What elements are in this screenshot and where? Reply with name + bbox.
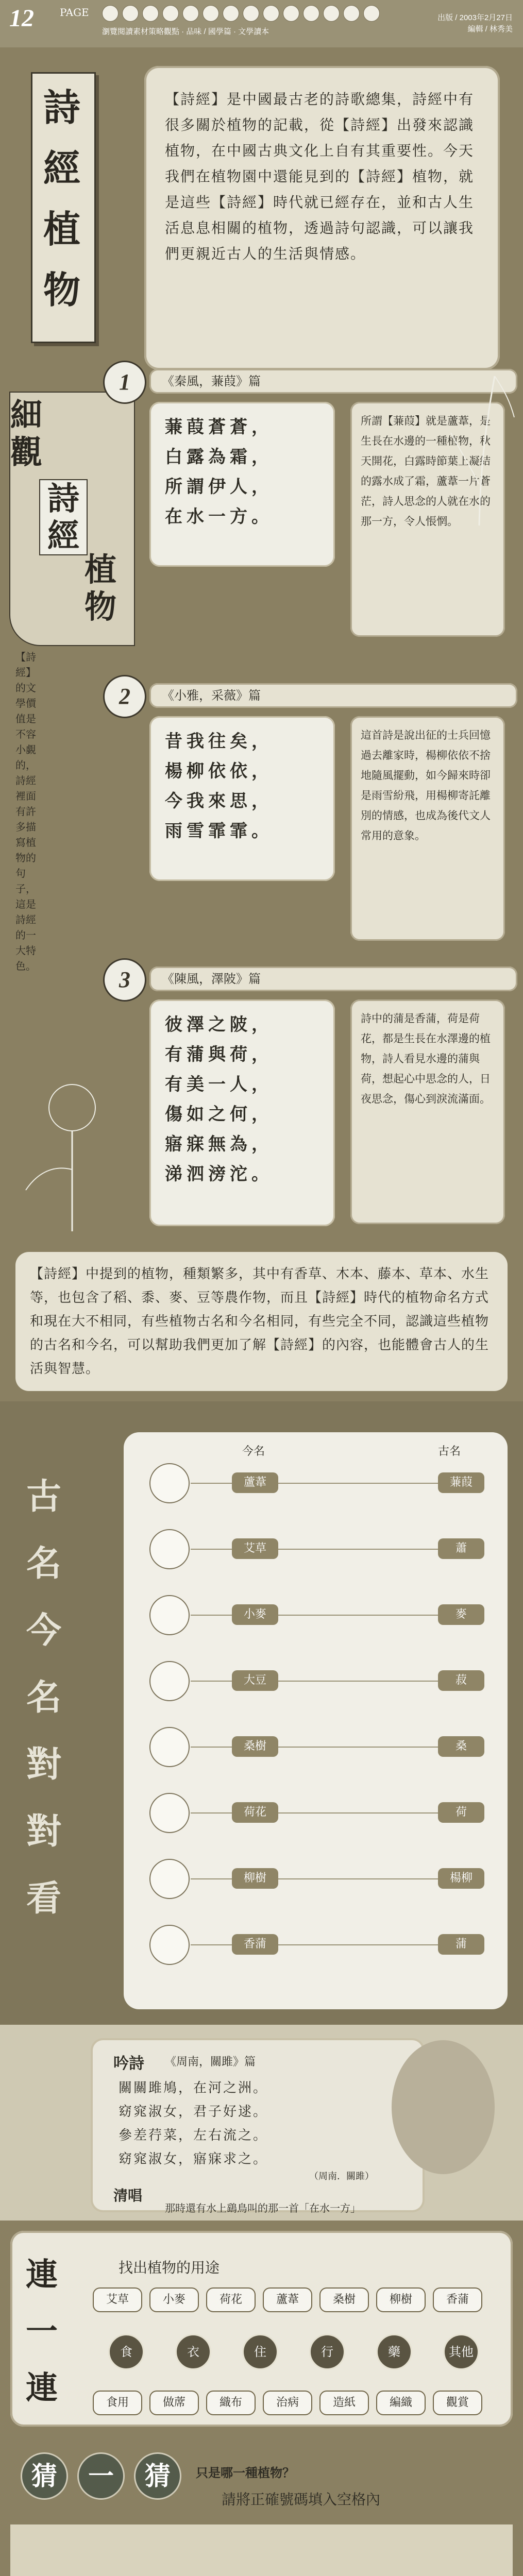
intro-text: 【詩經】是中國最古老的詩歌總集，詩經中有很多關於植物的記載，從【詩經】出發來認識植物，在中國古典文化上自有其重要性。今天我們在植物園中還能見到的【詩經】植物，就是這些【詩經】時代就已經存在，並和古人生活息息相關的植物，透過詩句認識，可以讓我們更親近古人的生活與情感。 — [165, 91, 475, 262]
dot — [323, 5, 340, 22]
poem-line: 有蒲與荷， — [165, 1044, 273, 1065]
names-panel — [124, 1432, 508, 2009]
section2-title-char: 今 — [26, 1610, 61, 1651]
dot — [243, 5, 259, 22]
poem-line: 彼澤之陂， — [165, 1014, 273, 1035]
connect-plant-pill[interactable]: 桑樹 — [319, 2287, 369, 2312]
dot — [263, 5, 279, 22]
example-number-badge: 2 — [103, 675, 146, 718]
plant-icon — [149, 1859, 190, 1899]
poem-line: 傷如之何， — [165, 1104, 273, 1125]
row-divider — [191, 1681, 459, 1682]
name-row — [129, 1529, 500, 1570]
guess-panel — [10, 2524, 513, 2576]
section3-title — [26, 2246, 72, 2416]
publish-date: 出版 / 2003年2月27日 — [437, 13, 513, 22]
modern-name[interactable]: 柳樹 — [232, 1868, 278, 1889]
poem-line: 關關雎鳩，在河之洲。 — [119, 2080, 268, 2096]
example-note: 這首詩是說出征的士兵回憶過去離家時，楊柳依依不捨地隨風擺動，如今歸來時卻是雨雪紛飛，用楊柳寄託離別的情感，也成為後代文人常用的意象。 — [350, 716, 505, 941]
section2-title-char: 名 — [26, 1677, 61, 1718]
plant-icon — [149, 1793, 190, 1833]
connect-bottom-row — [93, 2391, 482, 2415]
connect-use-dot[interactable]: 其他 — [443, 2334, 479, 2370]
connect-use-pill[interactable]: 觀賞 — [433, 2391, 482, 2415]
name-row — [129, 1463, 500, 1504]
section1-title-char: 詩 — [47, 480, 79, 517]
modern-name[interactable]: 大豆 — [232, 1670, 278, 1691]
modern-name[interactable]: 艾草 — [232, 1538, 278, 1559]
sing-text: 那時還有水上鷂鳥叫的那一首「在水一方」 — [165, 2202, 361, 2214]
plant-icon — [149, 1727, 190, 1767]
modern-name[interactable]: 桑樹 — [232, 1736, 278, 1757]
dot — [223, 5, 239, 22]
connect-plant-pill[interactable]: 荷花 — [206, 2287, 256, 2312]
row-divider — [191, 1615, 459, 1616]
main-title-char: 植 — [43, 207, 80, 251]
poem-line: 寤寐無為， — [165, 1134, 273, 1155]
connect-plant-pill[interactable]: 蘆葦 — [263, 2287, 312, 2312]
page-label: PAGE — [60, 6, 89, 19]
connect-plant-pill[interactable]: 柳樹 — [376, 2287, 426, 2312]
dot — [363, 5, 380, 22]
section1-side-note: 【詩經】的文學價值是不容小覷的，詩經裡面有許多描寫植物的句子，這是詩經的一大特色。 — [15, 651, 36, 972]
dot — [162, 5, 179, 22]
main-title-char: 物 — [43, 268, 80, 312]
connect-top-row — [93, 2287, 482, 2312]
connect-use-dot[interactable]: 住 — [242, 2334, 278, 2370]
connect-plant-pill[interactable]: 小麥 — [149, 2287, 199, 2312]
plant-icon — [149, 1661, 190, 1701]
guess-subtitle: 只是哪一種植物？ — [196, 2465, 295, 2480]
connect-mid-row — [108, 2334, 479, 2370]
row-divider — [191, 1747, 459, 1748]
connect-instruction: 找出植物的用途 — [119, 2259, 220, 2276]
poem-line: 楊柳依依， — [165, 761, 273, 782]
modern-name[interactable]: 蘆葦 — [232, 1472, 278, 1493]
poem-line: 涕泗滂沱。 — [165, 1164, 273, 1184]
poem-body — [119, 2076, 268, 2171]
poem-line: 在水一方。 — [165, 506, 273, 527]
name-row — [129, 1925, 500, 1966]
ancient-name[interactable]: 楊柳 — [438, 1868, 484, 1889]
ancient-name[interactable]: 桑 — [438, 1736, 484, 1757]
connect-use-pill[interactable]: 食用 — [93, 2391, 142, 2415]
sing-label: 清唱 — [113, 2187, 143, 2204]
modern-name[interactable]: 香蒲 — [232, 1934, 278, 1955]
poem-line: 雨雪霏霏。 — [165, 821, 273, 841]
ancient-name[interactable]: 菽 — [438, 1670, 484, 1691]
main-title-char: 詩 — [43, 86, 80, 129]
dot — [283, 5, 299, 22]
section2-title-char: 對 — [26, 1811, 61, 1852]
example-number-badge: 3 — [103, 958, 146, 1002]
connect-use-pill[interactable]: 編織 — [376, 2391, 426, 2415]
name-row — [129, 1727, 500, 1768]
section1-title-c — [85, 551, 126, 625]
header-meta: 瀏覽閱讀素材策略觀點 · 品味 / 國學篇 · 文學讀本 — [102, 27, 269, 36]
section3-title-char: 連 — [26, 2369, 58, 2406]
example-source: 《秦風，蒹葭》篇 — [149, 369, 517, 394]
name-row — [129, 1859, 500, 1900]
section1-title-a — [10, 397, 72, 471]
plant-icon — [149, 1925, 190, 1965]
row-divider — [191, 1944, 459, 1945]
lotus-illustration — [21, 1066, 124, 1231]
guess-title-char: 猜 — [21, 2452, 68, 2500]
modern-column-title: 今名 — [242, 1445, 265, 1458]
row-divider — [191, 1483, 459, 1484]
poem-lines — [165, 726, 325, 846]
connect-use-dot[interactable]: 食 — [108, 2334, 144, 2370]
name-row — [129, 1793, 500, 1834]
poem-source: 《周南，關雎》篇 — [165, 2056, 256, 2069]
connect-use-pill[interactable]: 造紙 — [319, 2391, 369, 2415]
name-row — [129, 1595, 500, 1636]
connect-use-dot[interactable]: 衣 — [175, 2334, 211, 2370]
guess-instruction: 請將正確號碼填入空格內 — [222, 2491, 381, 2508]
connect-plant-pill[interactable]: 香蒲 — [433, 2287, 482, 2312]
ancient-name[interactable]: 麥 — [438, 1604, 484, 1625]
main-title-char: 經 — [43, 146, 80, 190]
dot — [203, 5, 219, 22]
dot — [303, 5, 319, 22]
section1-title-b — [39, 479, 88, 555]
example-note: 詩中的蒲是香蒲，荷是荷花，都是生長在水澤邊的植物，詩人看見水邊的蒲與荷，想起心中思念的人，日夜思念，傷心到淚流滿面。 — [350, 999, 505, 1224]
connect-use-dot[interactable]: 行 — [309, 2334, 345, 2370]
main-title — [37, 77, 87, 320]
section2-title-char: 對 — [26, 1744, 61, 1785]
section2-title — [10, 1463, 77, 1932]
poem-label: 吟詩 — [113, 2055, 144, 2073]
section2-title-char: 古 — [26, 1476, 61, 1517]
connect-use-dot[interactable]: 藥 — [376, 2334, 412, 2370]
plant-icon — [149, 1463, 190, 1503]
ancient-name[interactable]: 蕭 — [438, 1538, 484, 1559]
plant-icon — [149, 1595, 190, 1635]
example-source: 《小雅，采薇》篇 — [149, 683, 517, 708]
poem-line: 所謂伊人， — [165, 477, 273, 497]
name-row — [129, 1661, 500, 1702]
header-dots — [102, 5, 380, 22]
modern-name[interactable]: 小麥 — [232, 1604, 278, 1625]
page-number: 12 — [9, 5, 34, 32]
dot — [142, 5, 159, 22]
poem-line: 窈窕淑女，君子好逑。 — [119, 2104, 268, 2120]
header-right — [437, 12, 513, 35]
connect-use-pill[interactable]: 治病 — [263, 2391, 312, 2415]
poem-line: 今我來思， — [165, 791, 273, 811]
row-divider — [191, 1812, 459, 1814]
guess-title-char: 猜 — [134, 2452, 181, 2500]
dot — [343, 5, 360, 22]
page-header — [0, 0, 523, 47]
section1-title-char: 觀 — [10, 433, 43, 471]
example-note: 所謂【蒹葭】就是蘆葦，是生長在水邊的一種植物，秋天開花，白露時節葉上凝結的露水成了霜，蘆葦一片蒼茫，詩人思念的人就在水的那一方，令人悵惘。 — [350, 402, 505, 637]
poem-line: 參差荇菜，左右流之。 — [119, 2128, 268, 2143]
section1-summary: 【詩經】中提到的植物，種類繁多，其中有香草、木本、藤本、草本、水生等，也包含了稻、黍、麥、豆等農作物，而且【詩經】時代的植物命名方式和現在大不相同，有些植物古名和今名相同，有些完全不同，認識這些植物的古名和今名，可以幫助我們更加了解【詩經】的內容，也能體會古人的生活與智慧。 — [15, 1252, 508, 1391]
ancient-name[interactable]: 蒲 — [438, 1934, 484, 1955]
poem-line: 蒹葭蒼蒼， — [165, 417, 273, 437]
dot — [122, 5, 139, 22]
poem-line: 窈窕淑女，寤寐求之。 — [119, 2151, 268, 2167]
modern-name[interactable]: 荷花 — [232, 1802, 278, 1823]
dot — [182, 5, 199, 22]
poem-line: 有美一人， — [165, 1074, 273, 1095]
editor-name: 編輯 / 林秀美 — [467, 25, 513, 33]
poem-lines — [165, 1010, 325, 1189]
guess-title-char: 一 — [77, 2452, 125, 2500]
section1-title-char: 植 — [85, 551, 117, 588]
connect-use-pill[interactable]: 織布 — [206, 2391, 256, 2415]
section1-title-char: 物 — [85, 588, 117, 625]
section3-title-char: 一 — [26, 2312, 58, 2350]
connect-use-pill[interactable]: 做蓆 — [149, 2391, 199, 2415]
section2-title-char: 名 — [26, 1543, 61, 1584]
poem-line: 白露為霜， — [165, 447, 273, 467]
dot — [102, 5, 119, 22]
section1-title-char: 經 — [47, 517, 79, 554]
section3-title-char: 連 — [26, 2256, 58, 2293]
example-source: 《陳風，澤陂》篇 — [149, 967, 517, 991]
plant-icon — [149, 1529, 190, 1569]
row-divider — [191, 1878, 459, 1879]
poem-caption: （周南．關雎） — [309, 2171, 374, 2182]
connect-plant-pill[interactable]: 艾草 — [93, 2287, 142, 2312]
ancient-name[interactable]: 蒹葭 — [438, 1472, 484, 1493]
reed-illustration — [448, 371, 515, 526]
ancient-name[interactable]: 荷 — [438, 1802, 484, 1823]
guess-title — [21, 2452, 181, 2500]
row-divider — [191, 1549, 459, 1550]
ancient-column-title: 古名 — [438, 1445, 461, 1458]
singer-portrait — [392, 2040, 495, 2174]
section2-title-char: 看 — [26, 1878, 61, 1919]
section1-title-char: 細 — [10, 396, 43, 434]
poem-line: 昔我往矣， — [165, 731, 273, 752]
example-number-badge: 1 — [103, 361, 146, 404]
poem-lines — [165, 412, 325, 532]
